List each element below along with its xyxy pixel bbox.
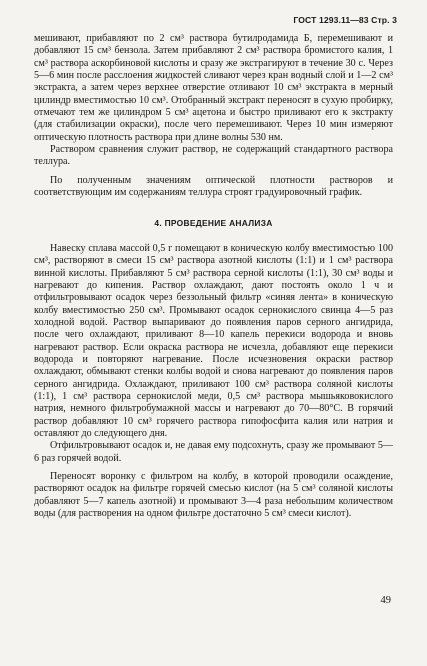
paragraph-reference-solution: Раствором сравнения служит раствор, не содержащий стандартного раствора теллура. bbox=[34, 144, 393, 168]
paragraph-continuation: мешивают, прибавляют по 2 см³ раствора бутилродамида Б, перемешивают и добавляют 15 см³ бензола. Затем прибавляют 2 см³ раствора бромистого калия, 1 см³ раствора аскорбиновой кислоты и сразу же экстрагируют в течение 30 с. Через 5—6 мин после расслоения жидкостей сливают через кран водный слой и 1—2 см³ экстракта, а затем через верхнее отверстие отливают 10 см³ экстракта в мерный цилиндр вместимостью 10 см³. Отобранный экстракт переносят в сухую пробирку, отмечают тем же цилиндром 5 см³ ацетона и быстро приливают его к экстракту (для стабилизации окраски), после чего перемешивают. Через 10 мин измеряют оптическую плотность раствора при длине волны 530 нм. bbox=[34, 33, 393, 143]
page-header: ГОСТ 1293.11—83 Стр. 3 bbox=[293, 15, 397, 25]
paragraph-filtering: Отфильтровывают осадок и, не давая ему подсохнуть, сразу же промывают 5—6 раз горячей водой. bbox=[34, 440, 393, 464]
paragraph-sample-preparation: Навеску сплава массой 0,5 г помещают в коническую колбу вместимостью 100 см³, растворяют в смеси 15 см³ раствора азотной кислоты (1:1) и 1 см³ раствора винной кислоты. Прибавляют 5 см³ раствора серной кислоты (1:1), 30 см³ воды и нагревают до кипения. Раствор охлаждают, дают постоять около 1 ч и отфильтровывают осадок через беззольный фильтр «синяя лента» в коническую колбу вместимостью 250 см³. Промывают осадок сернокислого свинца 4—5 раз холодной водой. Раствор выпаривают до появления паров серного ангидрида, после чего охлаждают, приливают 8—10 капель перекиси водорода и вновь нагревают раствор. Если окраска раствора не исчезла, добавляют еще перекиси водорода и повторяют нагревание. После исчезновения окраски раствор охлаждают, обмывают стенки колбы водой и снова нагревают до появления паров серного ангидрида. Охлаждают, приливают 100 см³ раствора соляной кислоты (1:1), 1 см³ раствора сернокислой меди, 0,5 см³ раствора мышьяковокислого натрия, немного фильтробумажной массы и нагревают до 70—80°С. В горячий раствор добавляют 10 см³ горячего раствора гипофосфита калия или натрия и оставляют до следующего дня. bbox=[34, 242, 393, 439]
body-text bbox=[34, 33, 393, 520]
page-number: 49 bbox=[380, 595, 391, 606]
section-heading: 4. ПРОВЕДЕНИЕ АНАЛИЗА bbox=[154, 218, 273, 229]
paragraph-dissolving-precipitate: Переносят воронку с фильтром на колбу, в которой проводили осаждение, растворяют осадок на фильтре горячей смесью кислот (на 5 см³ соляной кислоты добавляют 5—7 капель азотной) и промывают 3—4 раза небольшим количеством воды (для растворения на одном фильтре достаточно 5 см³ смеси кислот). bbox=[34, 471, 393, 520]
paragraph-calibration-graph: По полученным значениям оптической плотности растворов и соответствующим им содержаниям теллура строят градуировочный график. bbox=[34, 174, 393, 199]
